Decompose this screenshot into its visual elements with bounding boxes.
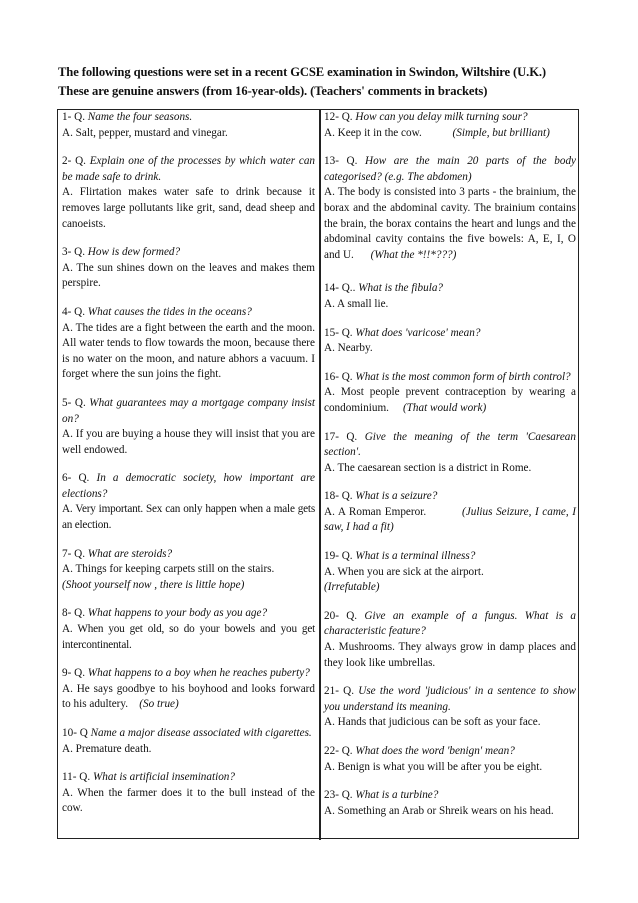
answer-text: A. Things for keeping carpets still on the stairs.: [62, 563, 275, 576]
qa-item-16: [324, 370, 576, 417]
question-number: 16- Q.: [324, 370, 353, 383]
question-text: What does the word 'benign' mean?: [355, 745, 515, 757]
qa-item-23: [324, 788, 576, 819]
qa-item-15: [324, 326, 576, 357]
qa-item-11: [62, 770, 315, 817]
qa-item-9: [62, 666, 315, 713]
qa-item-7: [62, 547, 315, 594]
answer-text: A. The body is consisted into 3 parts - the brainium, the borax and the abdominal cavity. The brainium contains the brain, the borax contains the heart and lungs and the abdominal cavity contains the five bowels: A, E, I, O and U.: [324, 186, 576, 261]
question-text: In a democratic society, how important are elections?: [62, 472, 316, 500]
question-text: How is dew formed?: [87, 246, 181, 259]
answer-text: A. He says goodbye to his boyhood and looks forward to his adultery.: [62, 682, 315, 711]
question-number: 18- Q.: [324, 490, 353, 503]
answer-text: A. The sun shines down on the leaves and makes them perspire.: [62, 261, 315, 290]
question-number: 21- Q.: [324, 685, 355, 698]
qa-item-20: [324, 609, 576, 671]
teacher-comment: (Julius Seizure, I came, I saw, I had a fit): [324, 505, 577, 534]
qa-item-6: [62, 471, 315, 533]
question-number: 12- Q.: [324, 111, 353, 123]
qa-item-2: [62, 154, 315, 232]
question-text: Explain one of the processes by which water can be made safe to drink.: [62, 155, 316, 183]
column-divider: [319, 110, 321, 840]
question-text: What does 'varicose' mean?: [355, 326, 481, 339]
question-text: Give the meaning of the term 'Caesarean section'.: [324, 430, 576, 459]
question-number: 20- Q.: [324, 609, 358, 622]
question-text: Name the four seasons.: [87, 111, 193, 123]
question-number: 8- Q.: [62, 607, 85, 620]
question-number: 23- Q.: [324, 789, 353, 802]
answer-text: A. A Roman Emperor.: [324, 505, 427, 518]
question-text: What is the fibula?: [358, 282, 444, 295]
qa-item-3: [62, 245, 315, 292]
answer-text: A. When you are sick at the airport.: [324, 565, 484, 578]
right-column: [324, 110, 576, 819]
answer-text: A. A small lie.: [324, 297, 389, 310]
question-text: Name a major disease associated with cigarettes.: [90, 727, 312, 739]
qa-item-8: [62, 606, 315, 653]
question-number: 10- Q: [62, 727, 88, 739]
qa-item-14: [324, 281, 576, 312]
question-number: 11- Q.: [62, 771, 91, 784]
question-text: What are steroids?: [87, 547, 173, 560]
question-number: 22- Q.: [324, 745, 353, 757]
question-text: How can you delay milk turning sour?: [355, 111, 528, 123]
question-number: 13- Q.: [324, 155, 358, 168]
qa-item-22: [324, 744, 576, 775]
question-number: 17- Q.: [324, 430, 358, 443]
intro-line-1: The following questions were set in a recent GCSE examination in Swindon, Wiltshire (U.K.): [58, 65, 547, 79]
question-number: 3- Q.: [62, 246, 85, 259]
question-text: Use the word 'judicious' in a sentence to show you understand its meaning.: [324, 685, 576, 713]
qa-item-13: [324, 154, 576, 263]
question-number: 4- Q.: [62, 305, 85, 318]
answer-text: A. Something an Arab or Shreik wears on his head.: [324, 804, 554, 817]
answer-text: A. When the farmer does it to the bull instead of the cow.: [62, 786, 315, 815]
question-number: 15- Q.: [324, 326, 353, 339]
question-text: What happens to a boy when he reaches puberty?: [87, 667, 310, 680]
answer-text: A. Very important. Sex can only happen when a male gets an election.: [62, 503, 315, 532]
question-text: What guarantees may a mortgage company insist on?: [62, 396, 315, 425]
answer-text: A. Flirtation makes water safe to drink because it removes large pollutants like grit, sand, dead sheep and canoeists.: [62, 186, 315, 230]
teacher-comment: (Simple, but brilliant): [452, 126, 550, 139]
answer-text: A. When you get old, so do your bowels and you get intercontinental.: [62, 623, 315, 651]
answer-text: A. If you are buying a house they will insist that you are well endowed.: [62, 428, 315, 456]
answer-text: A. The caesarean section is a district in Rome.: [324, 461, 532, 474]
question-text: How are the main 20 parts of the body categorised? (e.g. The abdomen): [324, 155, 577, 183]
qa-item-17: [324, 430, 576, 477]
question-number: 7- Q.: [62, 547, 85, 560]
answer-text: A. Nearby.: [324, 342, 373, 355]
question-text: What happens to your body as you age?: [87, 607, 268, 620]
question-number: 5- Q.: [62, 396, 86, 409]
intro-text: [58, 63, 580, 101]
qa-item-1: [62, 110, 315, 141]
answer-text: A. Mushrooms. They always grow in damp places and they look like umbrellas.: [324, 641, 576, 669]
teacher-comment: (Shoot yourself now , there is little hope): [62, 578, 245, 591]
answer-text: A. The tides are a fight between the earth and the moon. All water tends to flow towards the moon, because there is no water on the moon, and nature abhors a vacuum. I forget where the sun joins the fight.: [62, 321, 315, 381]
question-number: 19- Q.: [324, 550, 353, 563]
qa-table: [57, 109, 579, 839]
answer-text: A. Most people prevent contraception by wearing a condominium.: [324, 386, 576, 414]
question-text: What is a turbine?: [355, 789, 439, 802]
question-number: 2- Q.: [62, 155, 86, 168]
question-number: 6- Q.: [62, 472, 90, 485]
answer-text: A. Hands that judicious can be soft as your face.: [324, 716, 541, 729]
qa-item-10: [62, 726, 315, 757]
answer-text: A. Salt, pepper, mustard and vinegar.: [62, 126, 228, 139]
question-text: Give an example of a fungus. What is a characteristic feature?: [324, 609, 576, 638]
question-text: What is a terminal illness?: [355, 550, 476, 563]
question-number: 14- Q..: [324, 282, 356, 295]
question-text: What is the most common form of birth control?: [355, 370, 571, 383]
question-text: What is a seizure?: [355, 490, 438, 503]
intro-line-2: These are genuine answers (from 16-year-olds). (Teachers' comments in brackets): [58, 84, 488, 98]
answer-text: A. Keep it in the cow.: [324, 126, 422, 139]
teacher-comment: (What the *!!*???): [370, 248, 457, 261]
question-text: What is artificial insemination?: [92, 771, 235, 784]
teacher-comment: (Irrefutable): [324, 581, 380, 594]
qa-item-18: [324, 489, 576, 536]
qa-item-12: [324, 110, 576, 141]
qa-item-21: [324, 684, 576, 731]
teacher-comment: (That would work): [402, 401, 487, 414]
question-number: 9- Q.: [62, 667, 85, 680]
teacher-comment: (So true): [139, 698, 179, 711]
qa-item-4: [62, 305, 315, 383]
qa-item-5: [62, 396, 315, 458]
answer-text: A. Benign is what you will be after you be eight.: [324, 760, 543, 773]
answer-text: A. Premature death.: [62, 742, 152, 755]
question-number: 1- Q.: [62, 111, 85, 123]
qa-item-19: [324, 549, 576, 596]
left-column: [62, 110, 315, 817]
question-text: What causes the tides in the oceans?: [87, 305, 252, 318]
